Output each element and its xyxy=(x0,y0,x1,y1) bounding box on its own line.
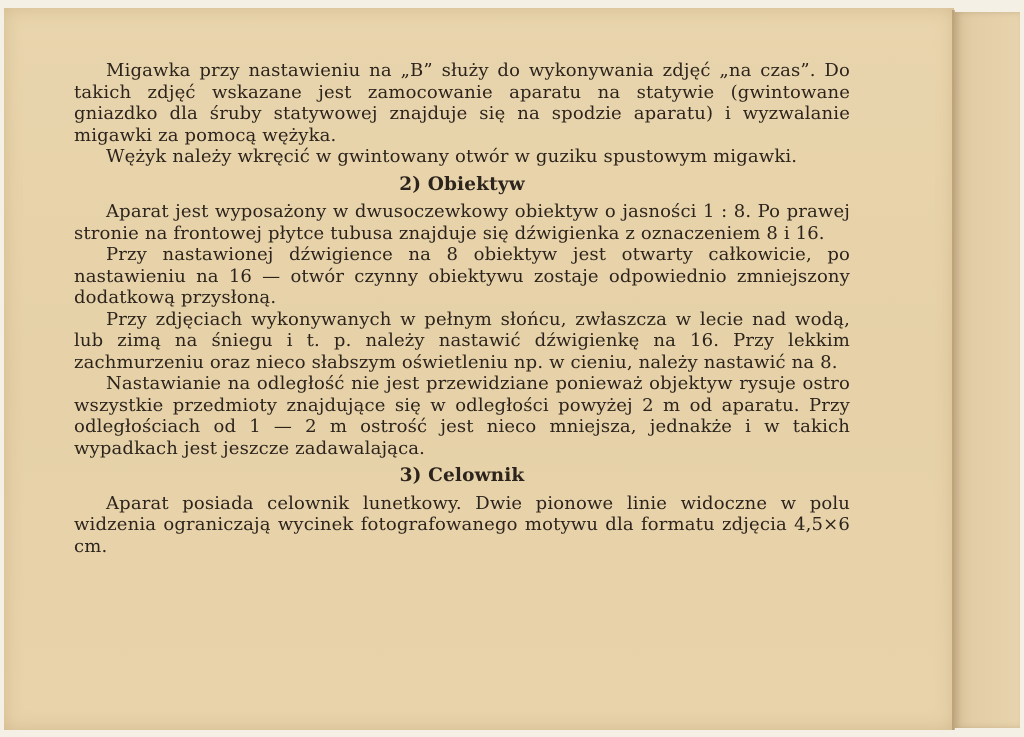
paper-edge-strip xyxy=(954,12,1020,728)
paragraph-aperture: Przy nastawionej dźwigience na 8 obiektyw jest otwarty całkowicie, po nastawieniu na 16 — otwór czynny obiektywu zostaje odpowiednio zmniejszony dodatkową przysłoną. xyxy=(74,244,850,308)
paragraph-lens: Aparat jest wyposażony w dwusoczewkowy obiektyw o jasności 1 : 8. Po prawej stronie na frontowej płytce tubusa znajduje się dźwigienka z oznaczeniem 8 i 16. xyxy=(74,201,850,244)
instruction-text xyxy=(74,60,850,557)
paragraph-shutter-b: Migawka przy nastawieniu na „B” służy do wykonywania zdjęć „na czas”. Do takich zdjęć wskazane jest zamocowanie aparatu na statywie (gwintowane gniazdko dla śruby statywowej znajduje się na spodzie aparatu) i wyzwalanie migawki za pomocą wężyka. xyxy=(74,60,850,146)
heading-celownik: 3) Celownik xyxy=(399,465,525,486)
paragraph-viewfinder: Aparat posiada celownik lunetkowy. Dwie pionowe linie widoczne w polu widzenia ograniczają wycinek fotografowanego motywu dla formatu zdjęcia 4,5×6 cm. xyxy=(74,492,850,557)
paragraph-focus: Nastawianie na odległość nie jest przewidziane ponieważ objektyw rysuje ostro wszystkie przedmioty znajdujące się w odległości powyżej 2 m od aparatu. Przy odległościach od 1 — 2 m ostrość jest nieco mniejsza, jednakże i w takich wypadkach jest jeszcze zadawalająca. xyxy=(74,373,850,459)
heading-obiektyw: 2) Obiektyw xyxy=(399,173,525,195)
paragraph-bright-light: Przy zdjęciach wykonywanych w pełnym słońcu, zwłaszcza w lecie nad wodą, lub zimą na śniegu i t. p. należy nastawić dźwigienkę na 16. Przy lekkim zachmurzeniu oraz nieco słabszym oświetleniu np. w cieniu, należy nastawić na 8. xyxy=(74,308,850,373)
paragraph-cable-release: Wężyk należy wkręcić w gwintowany otwór w guziku spustowym migawki. xyxy=(106,146,798,167)
